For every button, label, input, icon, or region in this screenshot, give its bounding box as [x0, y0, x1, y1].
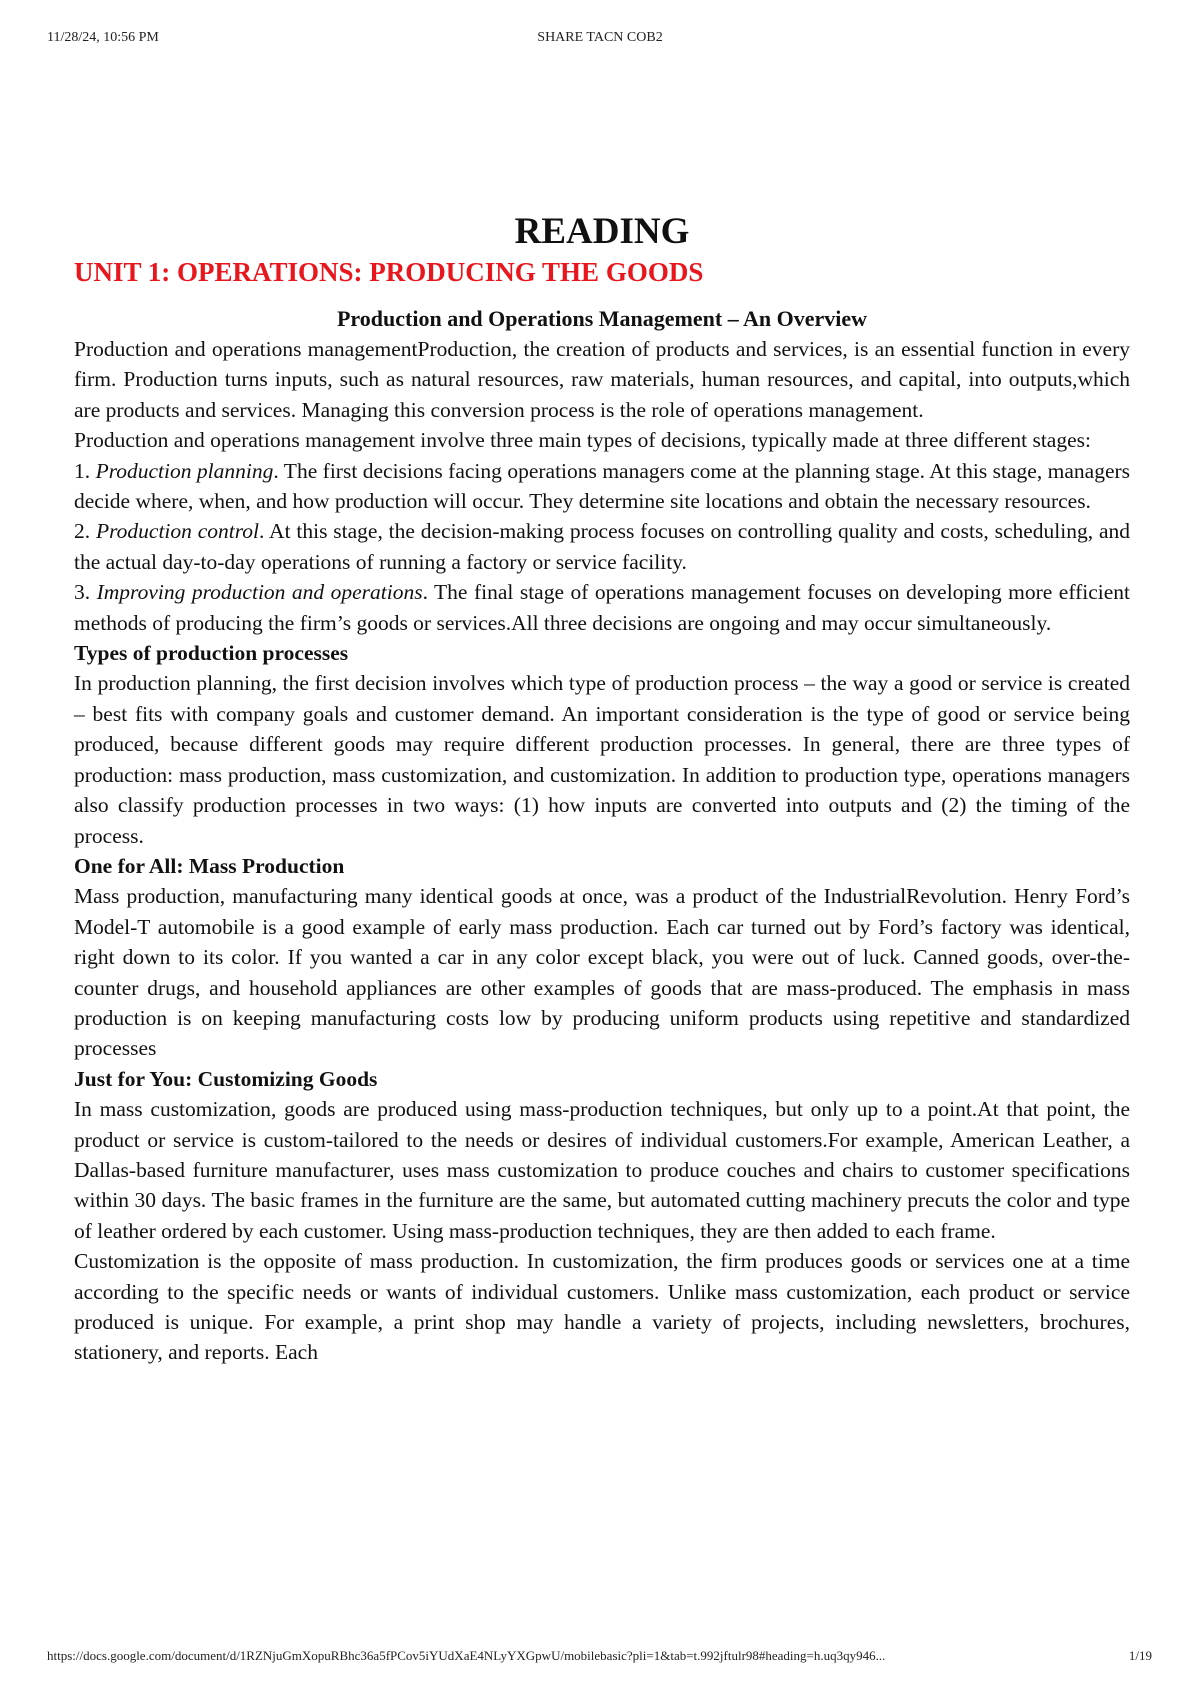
list-item-production-planning [74, 456, 1130, 517]
list-item-text: . The first decisions facing operations managers come at the planning stage. At this stage, managers decide where, when, and how production will occur. They determine site locations and obtain the necessary resources. [74, 458, 1131, 514]
page-title: READING [514, 211, 690, 252]
section-subtitle: Production and Operations Management – An Overview [336, 306, 868, 331]
list-item-term: Production control [95, 519, 260, 544]
unit-heading: UNIT 1: OPERATIONS: PRODUCING THE GOODS [74, 257, 704, 287]
list-item-text: . At this stage, the decision-making process focuses on controlling quality and costs, scheduling, and the actual day-to-day operations of running a factory or service facility. [74, 519, 1130, 574]
list-item-production-control [74, 516, 1130, 577]
list-item-term: Improving production and operations [96, 580, 423, 605]
paragraph-types: In production planning, the first decision involves which type of production process – the way a good or service is created – best fits with company goals and customer demand. An important consideration is the type of good or service being produced, because different goods may require different production processes. In general, there are three types of production: mass production, mass customization, and customization. In addition to production type, operations managers also classify production processes in two ways: (1) how inputs are converted into outputs and (2) the timing of the process. [74, 671, 1130, 848]
paragraph-decisions: Production and operations management involve three main types of decisions, typically made at three different stages: [74, 428, 1091, 453]
list-item-improving-production [74, 577, 1130, 638]
list-number: 2. [74, 519, 91, 544]
page-number: 1/19 [1128, 1648, 1152, 1663]
list-number: 3. [74, 580, 91, 605]
paragraph-customization: Customization is the opposite of mass production. In customization, the firm produces goods or services one at a time according to the specific needs or wants of individual customers. Unlike mass customization, each product or service produced is unique. For example, a print shop may handle a variety of projects, including newsletters, brochures, stationery, and reports. Each [74, 1249, 1130, 1365]
heading-mass-production: One for All: Mass Production [74, 853, 345, 878]
list-item-text: . The final stage of operations management focuses on developing more efficient methods of producing the firm’s goods or services.All three decisions are ongoing and may occur simultaneously. [74, 580, 1131, 635]
print-datetime: 11/28/24, 10:56 PM [47, 30, 159, 45]
list-item-term: Production planning [95, 458, 274, 483]
document-body [74, 210, 1130, 1368]
paragraph-mass-production: Mass production, manufacturing many identical goods at once, was a product of the IndustrialRevolution. Henry Ford’s Model-T automobile is a good example of early mass production. Each car turned out by Ford’s factory was identical, right down to its color. If you wanted a car in any color except black, you were out of luck. Canned goods, over-the-counter drugs, and household appliances are other examples of goods that are mass-produced. The emphasis in mass production is on keeping manufacturing costs low by producing uniform products using repetitive and standardized processes [74, 884, 1130, 1061]
paragraph-intro: Production and operations managementProduction, the creation of products and services, is an essential function in every firm. Production turns inputs, such as natural resources, raw materials, human resources, and capital, into outputs,which are products and services. Managing this conversion process is the role of operations management. [74, 337, 1130, 422]
print-doc-title: SHARE TACN COB2 [537, 30, 663, 45]
list-number: 1. [74, 458, 91, 483]
heading-types-of-production: Types of production processes [74, 641, 349, 666]
heading-customizing-goods: Just for You: Customizing Goods [74, 1066, 378, 1091]
paragraph-mass-customization: In mass customization, goods are produced using mass-production techniques, but only up to a point.At that point, the product or service is custom-tailored to the needs or desires of individual customers.For example, American Leather, a Dallas-based furniture manufacturer, uses mass customization to produce couches and chairs to customer specifications within 30 days. The basic frames in the furniture are the same, but automated cutting machinery precuts the color and type of leather ordered by each customer. Using mass-production techniques, they are then added to each frame. [74, 1097, 1130, 1243]
footer-url: https://docs.google.com/document/d/1RZNjuGmXopuRBhc36a5fPCov5iYUdXaE4NLyYXGpwU/mobilebasic?pli=1&tab=t.992jftulr98#heading=h.uq3qy946... [47, 1648, 886, 1663]
